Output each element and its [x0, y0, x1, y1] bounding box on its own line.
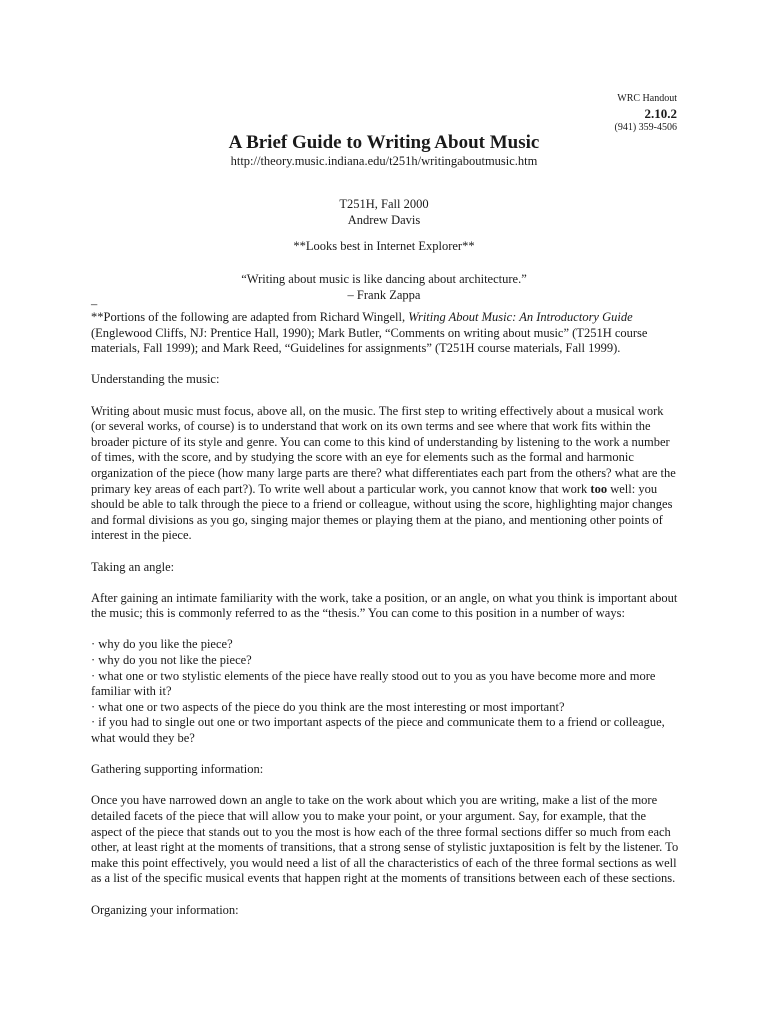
book-title: Writing About Music: An Introductory Guide	[408, 310, 633, 324]
paragraph-gathering: Once you have narrowed down an angle to take on the work about which you are writing, make a list of the more detailed facets of the piece that will allow you to make your point, or your argument. Say, for example, that the aspect of the piece that stands out to you the most is how each of the three formal sections differ so much from each other, at least right at the moments of transitions, that a strong sense of stylistic juxtaposition is felt by the listener. To make this point effectively, you would need a list of all the characteristics of each of the three formal sections as well as a list of the specific musical events that happen right at the moments of transitions between each of these sections.	[91, 793, 679, 886]
browser-note: **Looks best in Internet Explorer**	[293, 239, 475, 253]
handout-phone: (941) 359-4506	[614, 121, 677, 133]
emphasis-too: too	[590, 481, 608, 496]
list-item: · if you had to single out one or two important aspects of the piece and communicate them to a friend or colleague, what would they be?	[91, 715, 665, 746]
document-body	[91, 298, 679, 918]
paragraph-understanding	[91, 404, 679, 544]
adaptation-note	[91, 310, 679, 357]
list-item: · why do you not like the piece?	[91, 653, 252, 668]
section-heading-gathering: Gathering supporting information:	[91, 762, 264, 777]
angle-question-list	[91, 637, 679, 746]
paragraph-text: well: you should be able to talk through the piece to a friend or colleague, without using the score, highlighting major changes and formal divisions as you go, singing major themes or playing them at the piano, and mentioning other points of interest in the piece.	[91, 481, 673, 543]
adaptation-note-rest: (Englewood Cliffs, NJ: Prentice Hall, 1990); Mark Butler, “Comments on writing about music” (T251H course materials, Fall 1999); and Mark Reed, “Guidelines for assignments” (T251H course materials, Fall 1999).	[91, 325, 648, 356]
epigraph-attribution: – Frank Zappa	[347, 288, 421, 302]
section-heading-understanding: Understanding the music:	[91, 372, 220, 387]
list-item: · what one or two aspects of the piece do you think are the most interesting or most important?	[91, 699, 565, 714]
course-info	[0, 196, 768, 228]
paragraph-angle: After gaining an intimate familiarity with the work, take a position, or an angle, on what you think is important about the music; this is commonly referred to as the “thesis.” You can come to this position in a number of ways:	[91, 590, 678, 621]
course-term: T251H, Fall 2000	[339, 197, 429, 211]
source-url: http://theory.music.indiana.edu/t251h/writingaboutmusic.htm	[230, 154, 538, 168]
list-item: · what one or two stylistic elements of the piece have really stood out to you as you have become more and more familiar with it?	[91, 668, 656, 699]
handout-number: 2.10.2	[644, 105, 677, 121]
epigraph-text: “Writing about music is like dancing about architecture.”	[241, 272, 527, 286]
section-heading-organizing: Organizing your information:	[91, 902, 239, 917]
course-author: Andrew Davis	[347, 213, 421, 227]
list-item: · why do you like the piece?	[91, 637, 233, 652]
handout-header	[615, 93, 678, 134]
handout-label: WRC Handout	[617, 93, 677, 104]
adaptation-note-text: **Portions of the following are adapted from Richard Wingell,	[91, 310, 409, 324]
separator-dash: –	[91, 297, 98, 311]
paragraph-text: Writing about music must focus, above all, on the music. The first step to writing effectively about a musical work (or several works, of course) is to understand that work on its own terms and see where that work fits within the broader picture of its style and genre. You can come to this kind of understanding by listening to the work a number of times, with the score, and by studying the score with an eye for elements such as the formal and harmonic organization of the piece (how many large parts are there? what differentiates each part from the others? what are the primary key areas of each part?). To write well about a particular work, you cannot know that work	[91, 403, 676, 496]
section-heading-angle: Taking an angle:	[91, 559, 175, 574]
page-title: A Brief Guide to Writing About Music	[228, 132, 540, 153]
